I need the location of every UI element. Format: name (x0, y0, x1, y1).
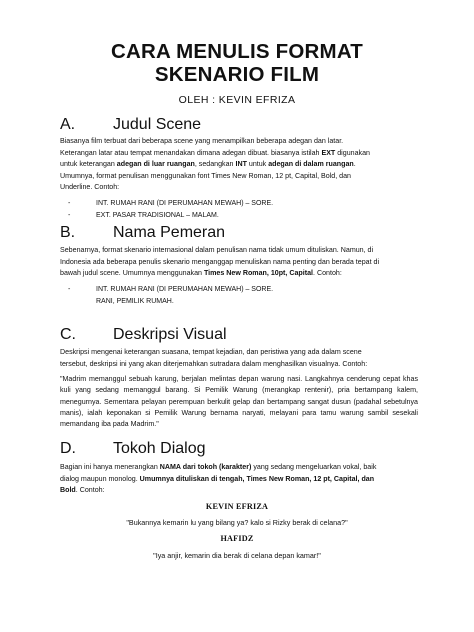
text-line (60, 474, 418, 486)
section-letter: C. (60, 326, 76, 343)
text-line: Biasanya film terbuat dari beberapa scene yang menampilkan beberapa adegan dan latar. (60, 137, 344, 145)
bold-run: Umumnya dituliskan di tengah, Times New Roman, 12 pt, Capital, dan (139, 474, 375, 483)
title-line-2: SKENARIO FILM (154, 63, 320, 86)
section-title: Nama Pemeran (113, 224, 226, 241)
bold-run: INT (235, 160, 247, 168)
section-title: Deskripsi Visual (113, 326, 227, 343)
text-run: . Contoh: (313, 269, 342, 277)
text-run: Keterangan latar atau tempat menandakan dimana adegan dibuat. biasanya istilah (60, 148, 322, 157)
text-line (60, 462, 418, 474)
text-line: Indonesia ada beberapa penulis skenario menganggap menuliskan nama penting dan berada tepat di (60, 257, 380, 266)
list-item-continuation: RANI, PEMILIK RUMAH. (96, 297, 174, 305)
bold-run: adegan di luar ruangan (116, 160, 195, 168)
list-item-text: INT. RUMAH RANI (DI PERUMAHAN MEWAH) – SORE. (96, 200, 274, 207)
dialog-speaker-1: KEVIN EFRIZA (205, 502, 269, 511)
section-c-heading (60, 326, 227, 344)
dialog-line-1: "Bukannya kemarin lu yang bilang ya? kalo si Rizky berak di celana?" (126, 518, 348, 527)
text-line (60, 268, 418, 280)
section-a-heading (60, 116, 201, 134)
text-run: bawah judul scene. Umumnya menggunakan (60, 269, 204, 277)
text-run: digunakan (335, 148, 370, 157)
section-b-examples (68, 284, 273, 307)
text-line: Sebenarnya, format skenario internasional dalam penulisan nama tidak umum dituliskan. Namun, di (60, 246, 374, 254)
section-letter: D. (60, 440, 76, 457)
text-line (60, 159, 418, 171)
text-line (60, 485, 418, 497)
dialog-line-2: "Iya anjir, kemarin dia berak di celana depan kamar!" (153, 551, 321, 560)
section-letter: B. (60, 224, 76, 241)
bold-run: adegan di dalam ruangan (268, 160, 354, 168)
list-item: - INT. RUMAH RANI (DI PERUMAHAN MEWAH) – SORE. (68, 200, 274, 207)
section-a-examples (68, 198, 273, 221)
bold-run: NAMA dari tokoh (karakter) (159, 463, 252, 471)
text-line: Umumnya, format penulisan menggunakan font Times New Roman, 12 pt, Capital, Bold, dan (60, 171, 351, 180)
bold-run: Bold (60, 486, 76, 494)
text-run: untuk keterangan (60, 160, 117, 168)
bold-run: Times New Roman, 10pt, Capital (203, 269, 314, 277)
text-line: Deskripsi mengenai keterangan suasana, tempat kejadian, dan peristiwa yang ada dalam scene (60, 348, 362, 356)
text-run: yang sedang mengeluarkan vokal, baik (251, 463, 377, 471)
text-line (60, 148, 418, 160)
text-run: . (353, 160, 356, 168)
section-d-body (60, 462, 418, 497)
section-c-quote: "Madrim memanggul sebuah karung, berjalan melintas depan warung nasi. Langkahnya cenderung cepat khas kuli yang sedang memanggul barang. Si Pemilik Warung (merangkap rentenir), pria bertampang kalem, menegurnya. Sementara pelayan perempuan berkulit gelap dan bertampang sangat dusun (padahal sebetulnya manis), ialah keponakan si Pemilik Warung bernama naryati, melayani para tamu warung sambil sesekali memandang iba pada Madrim." (60, 375, 418, 429)
list-item: - INT. RUMAH RANI (DI PERUMAHAN MEWAH) – SORE. (68, 286, 274, 293)
document-title (0, 40, 474, 86)
text-run: dialog maupun monolog. (60, 474, 140, 483)
text-run: Bagian ini hanya menerangkan (60, 463, 160, 471)
section-a-body (60, 136, 418, 194)
list-item-text: INT. RUMAH RANI (DI PERUMAHAN MEWAH) – SORE. (96, 286, 274, 293)
text-line: tersebut, deskripsi ini yang akan diterjemahkan sutradara dalam menghasilkan visualnya. Contoh: (60, 359, 368, 368)
text-line: Underline. Contoh: (60, 183, 120, 191)
list-item-text: EXT. PASAR TRADISIONAL – MALAM. (96, 211, 219, 219)
section-d-heading (60, 440, 206, 458)
dialog-speaker-2: HAFIDZ (220, 534, 254, 543)
text-run: untuk (246, 160, 269, 168)
text-run: , sedangkan (194, 160, 236, 168)
section-b-body (60, 245, 418, 280)
list-item: - EXT. PASAR TRADISIONAL – MALAM. (68, 211, 219, 219)
text-run: . Contoh: (75, 486, 105, 494)
section-c-body (60, 347, 418, 370)
bold-run: EXT (321, 148, 336, 157)
section-b-heading (60, 224, 225, 242)
section-title: Judul Scene (113, 116, 202, 133)
section-letter: A. (60, 116, 76, 133)
byline: OLEH : KEVIN EFRIZA (178, 94, 296, 106)
title-line-1: CARA MENULIS FORMAT (110, 40, 364, 63)
section-title: Tokoh Dialog (113, 440, 206, 457)
